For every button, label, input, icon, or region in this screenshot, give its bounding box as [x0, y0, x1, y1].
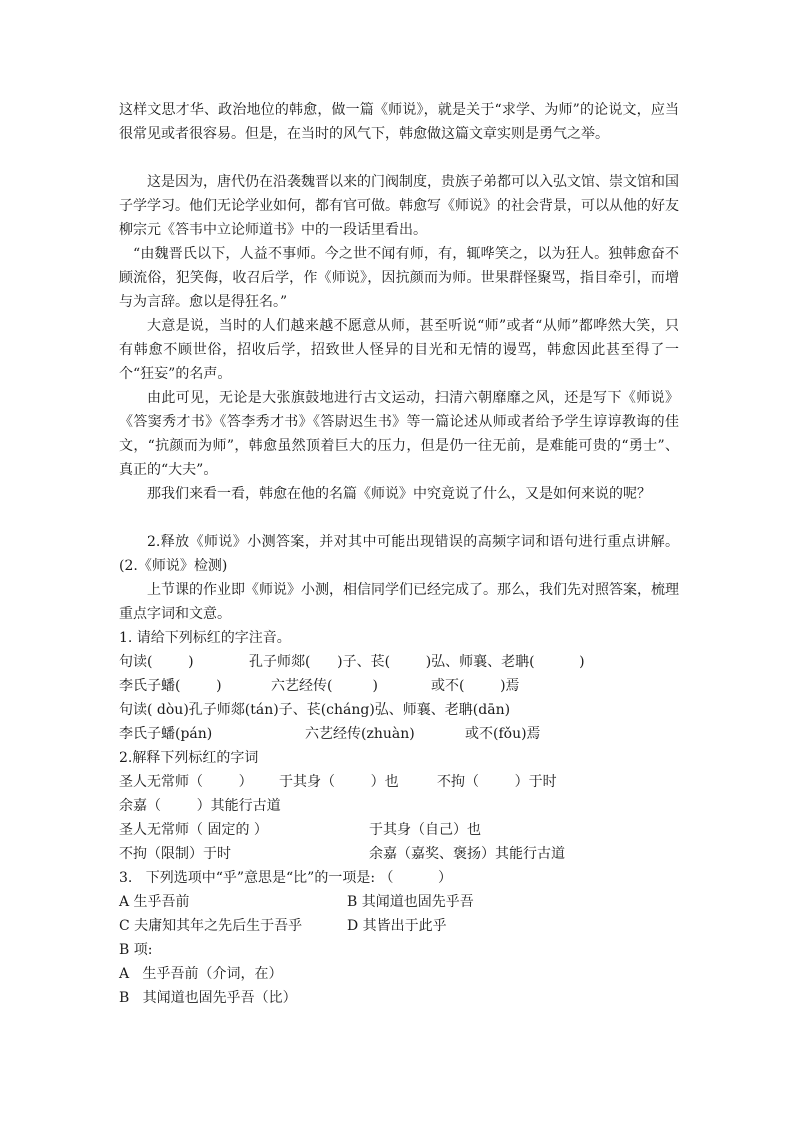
answer-item: 六艺经传(zhuàn): [305, 726, 415, 742]
paragraph-2: [119, 170, 679, 242]
answer-item: 句读( dòu)孔子师郯(tán)子、苌(cháng)弘、师襄、老聃(dān): [119, 702, 511, 718]
question-1-row-2: [119, 674, 679, 698]
paragraph-text: 那我们来看一看，韩愈在他的名篇《师说》中究竟说了什么，又是如何来说的呢？: [147, 486, 651, 502]
question-1-title: 1. 请给下列标红的字注音。: [119, 630, 291, 646]
question-3-options-row-2: [119, 914, 679, 938]
option-d: D 其皆出于此乎: [347, 918, 447, 934]
paragraph-5: [119, 386, 679, 482]
question-3-title: 3. 下列选项中“乎”意思是“比”的一项是: （ ）: [119, 870, 453, 886]
paragraph-7: [119, 530, 679, 578]
paragraph-text: 这样文思才华、政治地位的韩愈，做一篇《师说》，就是关于“求学、为师”的论说文，应当很常见或者很容易。但是，在当时的风气下，韩愈做这篇文章实则是勇气之举。: [119, 102, 679, 142]
question-1-answer-1: [119, 698, 679, 722]
blank-item: 余嘉（ ）其能行古道: [119, 798, 281, 814]
blank-item: 李氏子蟠( ): [119, 678, 222, 694]
answer-item: 余嘉（嘉奖、褒扬）其能行古道: [369, 846, 565, 862]
blank-item: 孔子师郯( )子、苌( )弘、师襄、老聃( ): [249, 654, 585, 670]
paragraph-4: [119, 314, 679, 386]
answer-item: 不拘（限制）于时: [119, 846, 231, 862]
paragraph-text: “由魏晋氏以下，人益不事师。今之世不闻有师，有，辄哗笑之，以为狂人。独韩愈奋不顾流俗，犯笑侮，收召后学，作《师说》，因抗颜而为师。世果群怪聚骂，指目牵引，而增与为言辞。愈以是得狂名。”: [119, 246, 679, 310]
paragraph-text: 2.释放《师说》小测答案，并对其中可能出现错误的高频字词和语句进行重点讲解。(2.《师说》检测): [119, 534, 679, 574]
paragraph-3-quote: [119, 242, 679, 314]
paragraph-text: 这是因为，唐代仍在沿袭魏晋以来的门阀制度，贵族子弟都可以入弘文馆、崇文馆和国子学学习。他们无论学业如何，都有官可做。韩愈写《师说》的社会背景，可以从他的好友柳宗元《答韦中立论师道书》中的一段话里看出。: [119, 174, 679, 238]
blank-item: 句读( ): [119, 654, 194, 670]
blank-item: 圣人无常师（ ）: [119, 774, 253, 790]
question-2-answer-1: [119, 818, 679, 842]
question-2-answer-2: [119, 842, 679, 866]
answer-item: 于其身（自己）也: [369, 822, 481, 838]
blank-item: 六艺经传( ): [271, 678, 378, 694]
answer-item: 或不(fǒu)焉: [465, 726, 541, 742]
question-3-options-row-1: [119, 890, 679, 914]
paragraph-6: [119, 482, 679, 506]
paragraph-text: 上节课的作业即《师说》小测，相信同学们已经完成了。那么，我们先对照答案，梳理重点字词和文意。: [119, 582, 679, 622]
question-1-row-1: [119, 650, 679, 674]
answer-item: 圣人无常师（ 固定的 ）: [119, 822, 268, 838]
question-1-answer-2: [119, 722, 679, 746]
question-2-title: 2.解释下列标红的字词: [119, 750, 259, 766]
paragraph-1: [119, 98, 679, 146]
question-3-answer: B 项:: [119, 942, 153, 958]
question-2-row-2: [119, 794, 679, 818]
blank-item: 不拘（ ）于时: [437, 774, 557, 790]
blank-item: 于其身（ ）也: [279, 774, 399, 790]
paragraph-text: 大意是说，当时的人们越来越不愿意从师，甚至听说“师”或者“从师”都哗然大笑，只有韩愈不顾世俗，招收后学，招致世人怪异的目光和无情的谩骂，韩愈因此甚至得了一个“狂妄”的名声。: [119, 318, 679, 382]
option-b: B 其闻道也固先乎吾: [347, 894, 474, 910]
question-2-row-1: [119, 770, 679, 794]
blank-item: 或不( )焉: [431, 678, 520, 694]
question-3-explanation-a: A 生乎吾前（介词，在）: [119, 966, 283, 982]
question-3-explanation-b: B 其闻道也固先乎吾（比）: [119, 990, 297, 1006]
answer-item: 李氏子蟠(pán): [119, 726, 213, 742]
option-c: C 夫庸知其年之先后生于吾乎: [119, 918, 303, 934]
paragraph-text: 由此可见，无论是大张旗鼓地进行古文运动，扫清六朝靡靡之风，还是写下《师说》《答窦秀才书》《答李秀才书》《答尉迟生书》等一篇论述从师或者给予学生谆谆教诲的佳文，“抗颜而为师”，韩愈虽然顶着巨大的压力，但是仍一往无前，是难能可贵的“勇士”、真正的“大夫”。: [119, 390, 679, 478]
option-a: A 生乎吾前: [119, 894, 190, 910]
paragraph-8: [119, 578, 679, 626]
